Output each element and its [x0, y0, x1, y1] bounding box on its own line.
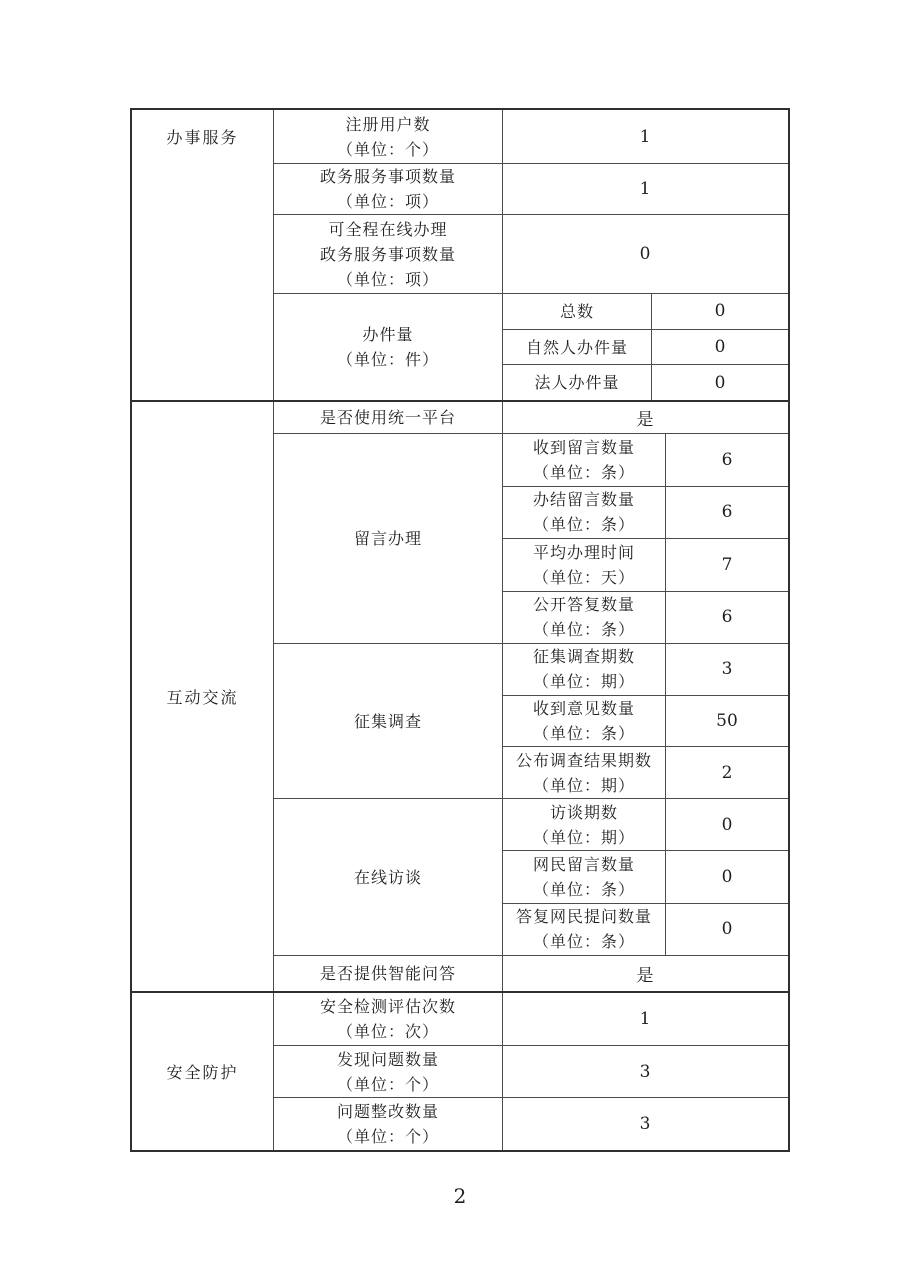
table-row-problems-rectified [274, 1097, 788, 1150]
row-value: 是 [636, 966, 655, 986]
subrow-value: 0 [714, 337, 726, 357]
subrow-total [503, 294, 788, 329]
section-rows [274, 110, 788, 400]
subrow-unit: （单位：条） [532, 620, 635, 640]
row-label-cell [274, 644, 503, 798]
subrow-natural-person [503, 329, 788, 365]
subrow-label: 公开答复数量 [532, 595, 635, 615]
subrow-group [503, 799, 788, 955]
subrow-unit: （单位：期） [532, 672, 635, 692]
page-number: 2 [453, 1184, 467, 1208]
row-value: 是 [636, 410, 655, 430]
section-title [132, 402, 274, 991]
subrow-label-cell [503, 539, 666, 591]
subrow-unit: （单位：条） [532, 462, 635, 482]
subrow-unit: （单位：条） [532, 515, 635, 535]
subrow-label: 访谈期数 [549, 802, 618, 822]
row-label: 办件量 [362, 325, 414, 344]
table-row-message-handling [274, 433, 788, 643]
row-unit: （单位：个） [336, 1074, 439, 1094]
table-row-unified-platform [274, 402, 788, 433]
row-label: 问题整改数量 [336, 1102, 439, 1121]
subrow-label-cell [503, 644, 666, 695]
subrow-unit: （单位：天） [532, 567, 635, 587]
row-label: 是否提供智能问答 [319, 964, 456, 983]
subrow-messages-completed [503, 486, 788, 539]
subrow-value: 0 [721, 919, 733, 940]
subrow-label-cell [503, 696, 666, 747]
table-row-survey-collection [274, 643, 788, 798]
subrow-value: 6 [721, 607, 733, 628]
subrow-group [503, 644, 788, 798]
table-row-online-interview [274, 798, 788, 955]
section-title [132, 993, 274, 1150]
subrow-value: 7 [721, 554, 733, 575]
table-row-security-assessments [274, 993, 788, 1045]
table-row-service-items [274, 163, 788, 214]
row-label-cell [274, 215, 503, 293]
subrow-label-cell [503, 747, 666, 798]
subrow-interview-issues [503, 799, 788, 850]
table-row-registered-users [274, 110, 788, 163]
row-unit: （单位：个） [336, 139, 439, 159]
row-value: 3 [639, 1061, 652, 1082]
subrow-label: 法人办件量 [503, 365, 652, 400]
subrow-value: 0 [721, 866, 733, 887]
subrow-label: 公布调查结果期数 [515, 750, 652, 770]
subrow-group [503, 294, 788, 400]
subrow-value: 0 [721, 814, 733, 835]
subrow-value: 6 [721, 449, 733, 470]
row-label-cell [274, 294, 503, 400]
row-label-cell [274, 1098, 503, 1150]
subrow-netizen-messages [503, 850, 788, 902]
section-title-text: 互动交流 [166, 688, 239, 707]
row-value: 1 [639, 126, 652, 147]
section-rows [274, 402, 788, 991]
row-label-cell [274, 993, 503, 1045]
row-label: 注册用户数 [345, 114, 431, 134]
row-label-cell [274, 956, 503, 991]
subrow-label: 自然人办件量 [503, 330, 652, 365]
row-value: 1 [639, 1009, 652, 1029]
row-label: 在线访谈 [353, 867, 422, 887]
section-rows [274, 993, 788, 1150]
subrow-unit: （单位：期） [532, 775, 635, 795]
table-row-online-service-items [274, 214, 788, 293]
row-label-cell [274, 402, 503, 433]
row-unit: （单位：次） [336, 1022, 439, 1041]
table-row-problems-found [274, 1045, 788, 1097]
row-label-cell [274, 110, 503, 163]
subrow-label: 办结留言数量 [532, 490, 635, 510]
row-value: 0 [639, 244, 652, 264]
subrow-value: 2 [721, 762, 733, 783]
row-label: 征集调查 [353, 711, 422, 731]
subrow-label-cell [503, 434, 666, 486]
subrow-messages-received [503, 434, 788, 486]
row-label: 政务服务事项数量 [319, 167, 456, 186]
row-label: 安全检测评估次数 [319, 997, 456, 1016]
section-interaction [132, 400, 788, 991]
subrow-label: 答复网民提问数量 [515, 907, 652, 927]
section-security [132, 991, 788, 1150]
subrow-legal-person [503, 364, 788, 400]
subrow-label: 收到留言数量 [532, 437, 635, 457]
row-label: 是否使用统一平台 [319, 408, 456, 427]
subrow-unit: （单位：条） [532, 932, 635, 952]
row-unit: （单位：项） [336, 269, 439, 289]
row-unit: （单位：项） [336, 192, 439, 211]
subrow-label-cell [503, 799, 666, 850]
section-office-services [132, 110, 788, 400]
annual-report-table [130, 108, 790, 1152]
section-title-text: 安全防护 [166, 1063, 239, 1082]
row-label: 发现问题数量 [336, 1049, 439, 1069]
subrow-unit: （单位：期） [532, 827, 635, 847]
subrow-label-cell [503, 487, 666, 539]
section-title [132, 110, 274, 400]
subrow-label: 收到意见数量 [532, 699, 635, 718]
row-label: 留言办理 [353, 529, 422, 548]
subrow-label: 征集调查期数 [532, 647, 635, 667]
subrow-label-cell [503, 904, 666, 955]
subrow-value: 3 [721, 659, 733, 680]
subrow-label-cell [503, 851, 666, 902]
subrow-survey-issues [503, 644, 788, 695]
subrow-label: 网民留言数量 [532, 854, 635, 874]
subrow-value: 0 [714, 372, 726, 393]
section-title-text: 办事服务 [166, 128, 239, 147]
row-label-cell [274, 434, 503, 643]
row-label-cell [274, 164, 503, 214]
row-unit: （单位：个） [336, 1127, 439, 1146]
subrow-value: 0 [714, 301, 726, 322]
subrow-questions-answered [503, 903, 788, 955]
subrow-label: 总数 [503, 294, 652, 329]
table-row-smart-qa [274, 955, 788, 991]
row-label-line1: 可全程在线办理 [328, 219, 448, 239]
subrow-group [503, 434, 788, 643]
row-value: 1 [639, 179, 652, 199]
subrow-unit: （单位：条） [532, 724, 635, 743]
table-row-case-volume [274, 293, 788, 400]
subrow-label-cell [503, 592, 666, 644]
subrow-unit: （单位：条） [532, 879, 635, 899]
row-unit: （单位：件） [336, 350, 439, 369]
row-label-line2: 政务服务事项数量 [319, 244, 456, 264]
subrow-average-handling-time [503, 538, 788, 591]
subrow-opinions-received [503, 695, 788, 747]
subrow-public-replies [503, 591, 788, 644]
subrow-value: 6 [721, 502, 733, 523]
row-value: 3 [639, 1114, 652, 1134]
row-label-cell [274, 799, 503, 955]
row-label-cell [274, 1046, 503, 1097]
subrow-value: 50 [716, 711, 738, 731]
subrow-label: 平均办理时间 [532, 542, 635, 562]
subrow-results-published [503, 746, 788, 798]
